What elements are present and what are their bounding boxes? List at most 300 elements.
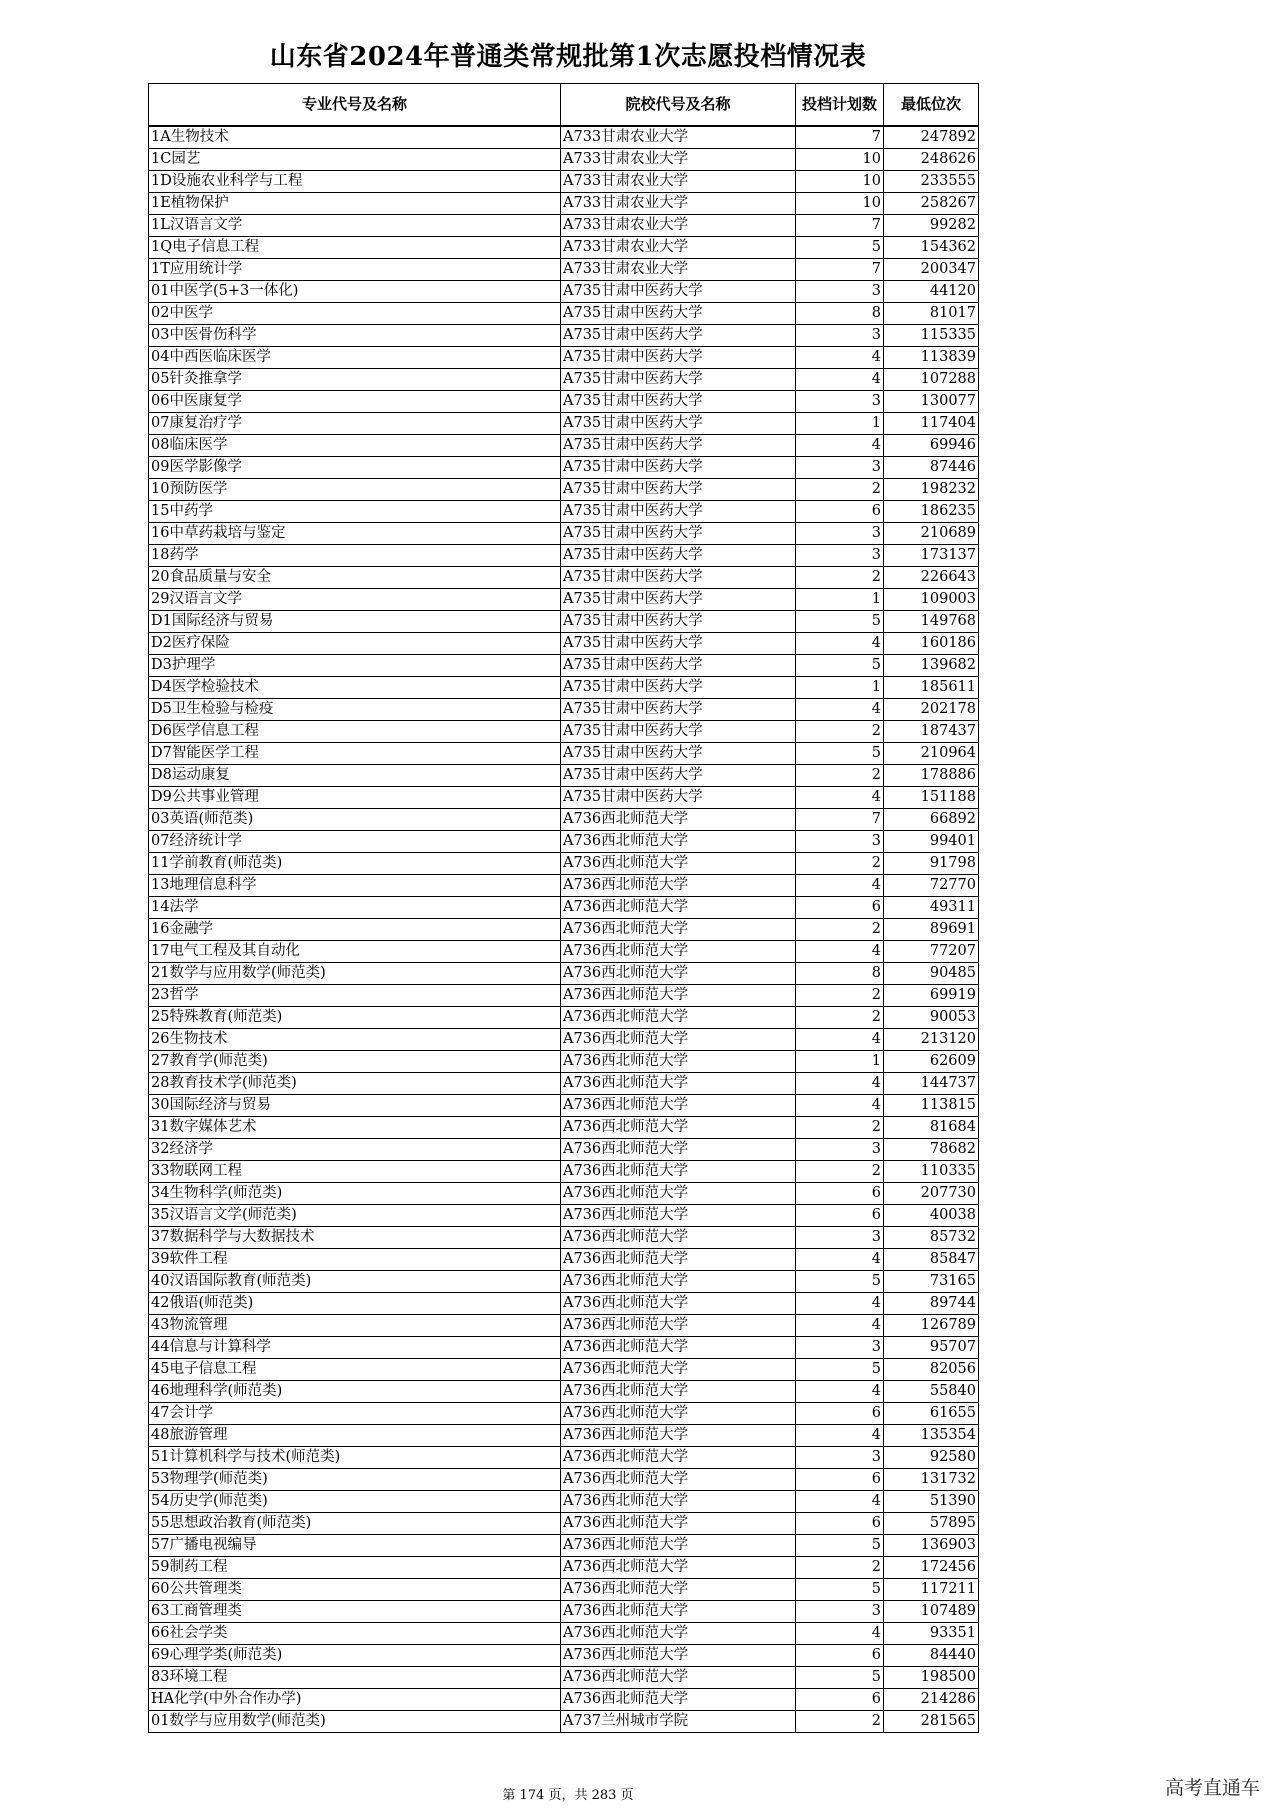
- min-rank-cell: 44120: [884, 281, 979, 303]
- table-row: [149, 765, 979, 787]
- plan-count-cell: 4: [796, 1425, 884, 1447]
- min-rank-cell: 66892: [884, 809, 979, 831]
- min-rank-cell: 149768: [884, 611, 979, 633]
- min-rank-cell: 135354: [884, 1425, 979, 1447]
- table-row: [149, 1095, 979, 1117]
- min-rank-cell: 73165: [884, 1271, 979, 1293]
- min-rank-cell: 84440: [884, 1645, 979, 1667]
- plan-count-cell: 2: [796, 1007, 884, 1029]
- table-row: [149, 1667, 979, 1689]
- plan-count-cell: 5: [796, 611, 884, 633]
- table-row: [149, 1469, 979, 1491]
- school-cell: A735甘肃中医药大学: [561, 545, 796, 567]
- major-cell: HA化学(中外合作办学): [149, 1689, 561, 1711]
- min-rank-cell: 136903: [884, 1535, 979, 1557]
- plan-count-cell: 4: [796, 347, 884, 369]
- table-row: [149, 809, 979, 831]
- table-row: [149, 523, 979, 545]
- table-row: [149, 126, 979, 149]
- school-cell: A736西北师范大学: [561, 809, 796, 831]
- plan-count-cell: 4: [796, 699, 884, 721]
- min-rank-cell: 82056: [884, 1359, 979, 1381]
- min-rank-cell: 113815: [884, 1095, 979, 1117]
- school-cell: A735甘肃中医药大学: [561, 523, 796, 545]
- plan-count-cell: 5: [796, 1271, 884, 1293]
- table-row: [149, 589, 979, 611]
- min-rank-cell: 115335: [884, 325, 979, 347]
- table-row: [149, 1623, 979, 1645]
- school-cell: A736西北师范大学: [561, 1359, 796, 1381]
- min-rank-cell: 90485: [884, 963, 979, 985]
- major-cell: D9公共事业管理: [149, 787, 561, 809]
- plan-count-cell: 10: [796, 149, 884, 171]
- major-cell: 69心理学类(师范类): [149, 1645, 561, 1667]
- plan-count-cell: 6: [796, 1205, 884, 1227]
- plan-count-cell: 5: [796, 1667, 884, 1689]
- school-cell: A737兰州城市学院: [561, 1711, 796, 1733]
- table-row: [149, 1491, 979, 1513]
- watermark-logo-text: 高考直通车: [1164, 1777, 1260, 1799]
- school-cell: A736西北师范大学: [561, 1315, 796, 1337]
- min-rank-cell: 61655: [884, 1403, 979, 1425]
- table-row: [149, 1249, 979, 1271]
- min-rank-cell: 49311: [884, 897, 979, 919]
- plan-count-cell: 1: [796, 413, 884, 435]
- table-row: [149, 1337, 979, 1359]
- min-rank-cell: 281565: [884, 1711, 979, 1733]
- major-cell: 1A生物技术: [149, 126, 561, 149]
- header-school: 院校代号及名称: [561, 84, 796, 127]
- table-row: [149, 1579, 979, 1601]
- min-rank-cell: 107288: [884, 369, 979, 391]
- table-row: [149, 369, 979, 391]
- min-rank-cell: 214286: [884, 1689, 979, 1711]
- plan-count-cell: 4: [796, 633, 884, 655]
- plan-count-cell: 2: [796, 1711, 884, 1733]
- school-cell: A736西北师范大学: [561, 1161, 796, 1183]
- min-rank-cell: 213120: [884, 1029, 979, 1051]
- school-cell: A736西北师范大学: [561, 1381, 796, 1403]
- major-cell: 08临床医学: [149, 435, 561, 457]
- admission-table: [148, 83, 979, 1733]
- school-cell: A736西北师范大学: [561, 1557, 796, 1579]
- plan-count-cell: 4: [796, 1073, 884, 1095]
- major-cell: 13地理信息科学: [149, 875, 561, 897]
- plan-count-cell: 4: [796, 875, 884, 897]
- major-cell: 07康复治疗学: [149, 413, 561, 435]
- table-row: [149, 501, 979, 523]
- plan-count-cell: 3: [796, 391, 884, 413]
- min-rank-cell: 77207: [884, 941, 979, 963]
- header-major: 专业代号及名称: [149, 84, 561, 127]
- table-row: [149, 237, 979, 259]
- min-rank-cell: 144737: [884, 1073, 979, 1095]
- school-cell: A735甘肃中医药大学: [561, 633, 796, 655]
- min-rank-cell: 55840: [884, 1381, 979, 1403]
- table-row: [149, 1271, 979, 1293]
- plan-count-cell: 2: [796, 919, 884, 941]
- major-cell: D3护理学: [149, 655, 561, 677]
- major-cell: 32经济学: [149, 1139, 561, 1161]
- major-cell: 26生物技术: [149, 1029, 561, 1051]
- min-rank-cell: 110335: [884, 1161, 979, 1183]
- school-cell: A735甘肃中医药大学: [561, 567, 796, 589]
- school-cell: A736西北师范大学: [561, 1029, 796, 1051]
- plan-count-cell: 7: [796, 126, 884, 149]
- major-cell: 02中医学: [149, 303, 561, 325]
- school-cell: A736西北师范大学: [561, 1645, 796, 1667]
- plan-count-cell: 8: [796, 963, 884, 985]
- plan-count-cell: 5: [796, 743, 884, 765]
- min-rank-cell: 126789: [884, 1315, 979, 1337]
- table-row: [149, 897, 979, 919]
- min-rank-cell: 89691: [884, 919, 979, 941]
- table-row: [149, 985, 979, 1007]
- school-cell: A733甘肃农业大学: [561, 193, 796, 215]
- school-cell: A733甘肃农业大学: [561, 237, 796, 259]
- major-cell: 40汉语国际教育(师范类): [149, 1271, 561, 1293]
- header-plan-count: 投档计划数: [796, 84, 884, 127]
- table-row: [149, 1073, 979, 1095]
- plan-count-cell: 4: [796, 1029, 884, 1051]
- school-cell: A736西北师范大学: [561, 831, 796, 853]
- plan-count-cell: 5: [796, 655, 884, 677]
- school-cell: A735甘肃中医药大学: [561, 655, 796, 677]
- table-row: [149, 611, 979, 633]
- plan-count-cell: 6: [796, 1469, 884, 1491]
- min-rank-cell: 113839: [884, 347, 979, 369]
- major-cell: 03英语(师范类): [149, 809, 561, 831]
- min-rank-cell: 93351: [884, 1623, 979, 1645]
- major-cell: 23哲学: [149, 985, 561, 1007]
- major-cell: 03中医骨伤科学: [149, 325, 561, 347]
- table-row: [149, 325, 979, 347]
- school-cell: A736西北师范大学: [561, 1337, 796, 1359]
- plan-count-cell: 7: [796, 809, 884, 831]
- min-rank-cell: 187437: [884, 721, 979, 743]
- plan-count-cell: 5: [796, 1535, 884, 1557]
- min-rank-cell: 172456: [884, 1557, 979, 1579]
- school-cell: A736西北师范大学: [561, 1271, 796, 1293]
- school-cell: A733甘肃农业大学: [561, 149, 796, 171]
- table-row: [149, 1205, 979, 1227]
- plan-count-cell: 4: [796, 1249, 884, 1271]
- major-cell: 25特殊教育(师范类): [149, 1007, 561, 1029]
- min-rank-cell: 89744: [884, 1293, 979, 1315]
- min-rank-cell: 81684: [884, 1117, 979, 1139]
- plan-count-cell: 2: [796, 1117, 884, 1139]
- plan-count-cell: 4: [796, 435, 884, 457]
- school-cell: A735甘肃中医药大学: [561, 677, 796, 699]
- table-row: [149, 303, 979, 325]
- plan-count-cell: 2: [796, 765, 884, 787]
- min-rank-cell: 247892: [884, 126, 979, 149]
- major-cell: 1Q电子信息工程: [149, 237, 561, 259]
- min-rank-cell: 85847: [884, 1249, 979, 1271]
- major-cell: 51计算机科学与技术(师范类): [149, 1447, 561, 1469]
- table-row: [149, 1425, 979, 1447]
- major-cell: 31数字媒体艺术: [149, 1117, 561, 1139]
- table-row: [149, 259, 979, 281]
- plan-count-cell: 2: [796, 1557, 884, 1579]
- school-cell: A735甘肃中医药大学: [561, 325, 796, 347]
- major-cell: D8运动康复: [149, 765, 561, 787]
- major-cell: 29汉语言文学: [149, 589, 561, 611]
- major-cell: 06中医康复学: [149, 391, 561, 413]
- plan-count-cell: 3: [796, 1227, 884, 1249]
- plan-count-cell: 6: [796, 1183, 884, 1205]
- major-cell: 34生物科学(师范类): [149, 1183, 561, 1205]
- major-cell: 17电气工程及其自动化: [149, 941, 561, 963]
- page-footer: 第 174 页，共 283 页: [502, 1788, 634, 1803]
- table-row: [149, 567, 979, 589]
- plan-count-cell: 2: [796, 985, 884, 1007]
- min-rank-cell: 139682: [884, 655, 979, 677]
- plan-count-cell: 1: [796, 677, 884, 699]
- major-cell: 47会计学: [149, 1403, 561, 1425]
- school-cell: A736西北师范大学: [561, 875, 796, 897]
- plan-count-cell: 4: [796, 1623, 884, 1645]
- school-cell: A735甘肃中医药大学: [561, 281, 796, 303]
- major-cell: 01数学与应用数学(师范类): [149, 1711, 561, 1733]
- plan-count-cell: 4: [796, 1381, 884, 1403]
- table-row: [149, 1139, 979, 1161]
- school-cell: A736西北师范大学: [561, 1579, 796, 1601]
- table-row: [149, 1359, 979, 1381]
- min-rank-cell: 69919: [884, 985, 979, 1007]
- table-row: [149, 941, 979, 963]
- min-rank-cell: 198500: [884, 1667, 979, 1689]
- school-cell: A736西北师范大学: [561, 1447, 796, 1469]
- table-row: [149, 1557, 979, 1579]
- min-rank-cell: 57895: [884, 1513, 979, 1535]
- table-row: [149, 721, 979, 743]
- school-cell: A735甘肃中医药大学: [561, 589, 796, 611]
- plan-count-cell: 5: [796, 1579, 884, 1601]
- table-row: [149, 1293, 979, 1315]
- plan-count-cell: 6: [796, 501, 884, 523]
- plan-count-cell: 4: [796, 1315, 884, 1337]
- plan-count-cell: 10: [796, 171, 884, 193]
- table-row: [149, 1227, 979, 1249]
- table-row: [149, 435, 979, 457]
- min-rank-cell: 107489: [884, 1601, 979, 1623]
- plan-count-cell: 3: [796, 1601, 884, 1623]
- min-rank-cell: 81017: [884, 303, 979, 325]
- major-cell: 33物联网工程: [149, 1161, 561, 1183]
- table-row: [149, 743, 979, 765]
- plan-count-cell: 3: [796, 457, 884, 479]
- major-cell: D5卫生检验与检疫: [149, 699, 561, 721]
- min-rank-cell: 109003: [884, 589, 979, 611]
- major-cell: 16中草药栽培与鉴定: [149, 523, 561, 545]
- major-cell: D1国际经济与贸易: [149, 611, 561, 633]
- table-row: [149, 457, 979, 479]
- table-row: [149, 1381, 979, 1403]
- min-rank-cell: 85732: [884, 1227, 979, 1249]
- plan-count-cell: 10: [796, 193, 884, 215]
- table-row: [149, 1161, 979, 1183]
- min-rank-cell: 173137: [884, 545, 979, 567]
- plan-count-cell: 2: [796, 1161, 884, 1183]
- plan-count-cell: 2: [796, 479, 884, 501]
- plan-count-cell: 5: [796, 237, 884, 259]
- min-rank-cell: 160186: [884, 633, 979, 655]
- major-cell: 35汉语言文学(师范类): [149, 1205, 561, 1227]
- school-cell: A736西北师范大学: [561, 941, 796, 963]
- major-cell: 53物理学(师范类): [149, 1469, 561, 1491]
- major-cell: 45电子信息工程: [149, 1359, 561, 1381]
- major-cell: D6医学信息工程: [149, 721, 561, 743]
- school-cell: A735甘肃中医药大学: [561, 611, 796, 633]
- plan-count-cell: 8: [796, 303, 884, 325]
- school-cell: A736西北师范大学: [561, 1007, 796, 1029]
- min-rank-cell: 233555: [884, 171, 979, 193]
- table-row: [149, 853, 979, 875]
- plan-count-cell: 3: [796, 281, 884, 303]
- school-cell: A736西北师范大学: [561, 853, 796, 875]
- plan-count-cell: 6: [796, 1689, 884, 1711]
- min-rank-cell: 90053: [884, 1007, 979, 1029]
- min-rank-cell: 258267: [884, 193, 979, 215]
- school-cell: A736西北师范大学: [561, 1689, 796, 1711]
- min-rank-cell: 78682: [884, 1139, 979, 1161]
- min-rank-cell: 117404: [884, 413, 979, 435]
- school-cell: A735甘肃中医药大学: [561, 787, 796, 809]
- major-cell: 46地理科学(师范类): [149, 1381, 561, 1403]
- major-cell: 57广播电视编导: [149, 1535, 561, 1557]
- school-cell: A735甘肃中医药大学: [561, 457, 796, 479]
- plan-count-cell: 7: [796, 259, 884, 281]
- plan-count-cell: 6: [796, 1403, 884, 1425]
- major-cell: 54历史学(师范类): [149, 1491, 561, 1513]
- major-cell: 11学前教育(师范类): [149, 853, 561, 875]
- min-rank-cell: 87446: [884, 457, 979, 479]
- plan-count-cell: 1: [796, 589, 884, 611]
- min-rank-cell: 151188: [884, 787, 979, 809]
- min-rank-cell: 91798: [884, 853, 979, 875]
- school-cell: A735甘肃中医药大学: [561, 501, 796, 523]
- school-cell: A736西北师范大学: [561, 985, 796, 1007]
- school-cell: A736西北师范大学: [561, 1117, 796, 1139]
- school-cell: A735甘肃中医药大学: [561, 765, 796, 787]
- major-cell: 09医学影像学: [149, 457, 561, 479]
- major-cell: 63工商管理类: [149, 1601, 561, 1623]
- major-cell: 18药学: [149, 545, 561, 567]
- table-row: [149, 1535, 979, 1557]
- school-cell: A733甘肃农业大学: [561, 126, 796, 149]
- school-cell: A736西北师范大学: [561, 1667, 796, 1689]
- major-cell: 01中医学(5+3一体化): [149, 281, 561, 303]
- major-cell: 60公共管理类: [149, 1579, 561, 1601]
- header-min-rank: 最低位次: [884, 84, 979, 127]
- major-cell: 48旅游管理: [149, 1425, 561, 1447]
- major-cell: 59制药工程: [149, 1557, 561, 1579]
- major-cell: 1T应用统计学: [149, 259, 561, 281]
- school-cell: A736西北师范大学: [561, 1073, 796, 1095]
- min-rank-cell: 95707: [884, 1337, 979, 1359]
- plan-count-cell: 4: [796, 787, 884, 809]
- min-rank-cell: 99401: [884, 831, 979, 853]
- major-cell: 66社会学类: [149, 1623, 561, 1645]
- min-rank-cell: 92580: [884, 1447, 979, 1469]
- table-row: [149, 1513, 979, 1535]
- min-rank-cell: 62609: [884, 1051, 979, 1073]
- major-cell: 43物流管理: [149, 1315, 561, 1337]
- table-row: [149, 1183, 979, 1205]
- major-cell: 39软件工程: [149, 1249, 561, 1271]
- school-cell: A736西北师范大学: [561, 1403, 796, 1425]
- school-cell: A736西北师范大学: [561, 1139, 796, 1161]
- plan-count-cell: 6: [796, 897, 884, 919]
- min-rank-cell: 210689: [884, 523, 979, 545]
- school-cell: A735甘肃中医药大学: [561, 699, 796, 721]
- major-cell: 20食品质量与安全: [149, 567, 561, 589]
- school-cell: A736西北师范大学: [561, 1535, 796, 1557]
- major-cell: 1E植物保护: [149, 193, 561, 215]
- min-rank-cell: 131732: [884, 1469, 979, 1491]
- major-cell: D7智能医学工程: [149, 743, 561, 765]
- table-row: [149, 699, 979, 721]
- school-cell: A736西北师范大学: [561, 1249, 796, 1271]
- major-cell: 1C园艺: [149, 149, 561, 171]
- min-rank-cell: 40038: [884, 1205, 979, 1227]
- major-cell: 10预防医学: [149, 479, 561, 501]
- major-cell: D2医疗保险: [149, 633, 561, 655]
- plan-count-cell: 3: [796, 545, 884, 567]
- table-row: [149, 1029, 979, 1051]
- school-cell: A736西北师范大学: [561, 963, 796, 985]
- table-row: [149, 1447, 979, 1469]
- min-rank-cell: 210964: [884, 743, 979, 765]
- table-row: [149, 545, 979, 567]
- plan-count-cell: 3: [796, 1139, 884, 1161]
- plan-count-cell: 2: [796, 567, 884, 589]
- school-cell: A736西北师范大学: [561, 1051, 796, 1073]
- min-rank-cell: 207730: [884, 1183, 979, 1205]
- table-row: [149, 193, 979, 215]
- plan-count-cell: 4: [796, 941, 884, 963]
- table-row: [149, 347, 979, 369]
- table-row: [149, 281, 979, 303]
- school-cell: A736西北师范大学: [561, 897, 796, 919]
- table-row: [149, 919, 979, 941]
- school-cell: A736西北师范大学: [561, 919, 796, 941]
- table-row: [149, 633, 979, 655]
- major-cell: 44信息与计算科学: [149, 1337, 561, 1359]
- school-cell: A735甘肃中医药大学: [561, 391, 796, 413]
- school-cell: A735甘肃中医药大学: [561, 369, 796, 391]
- table-row: [149, 1645, 979, 1667]
- major-cell: 05针灸推拿学: [149, 369, 561, 391]
- plan-count-cell: 4: [796, 1491, 884, 1513]
- school-cell: A733甘肃农业大学: [561, 259, 796, 281]
- table-row: [149, 677, 979, 699]
- plan-count-cell: 3: [796, 1337, 884, 1359]
- plan-count-cell: 6: [796, 1645, 884, 1667]
- plan-count-cell: 2: [796, 721, 884, 743]
- school-cell: A735甘肃中医药大学: [561, 413, 796, 435]
- major-cell: 83环境工程: [149, 1667, 561, 1689]
- school-cell: A736西北师范大学: [561, 1205, 796, 1227]
- min-rank-cell: 186235: [884, 501, 979, 523]
- school-cell: A735甘肃中医药大学: [561, 479, 796, 501]
- plan-count-cell: 2: [796, 853, 884, 875]
- table-row: [149, 479, 979, 501]
- plan-count-cell: 3: [796, 325, 884, 347]
- plan-count-cell: 3: [796, 523, 884, 545]
- school-cell: A736西北师范大学: [561, 1183, 796, 1205]
